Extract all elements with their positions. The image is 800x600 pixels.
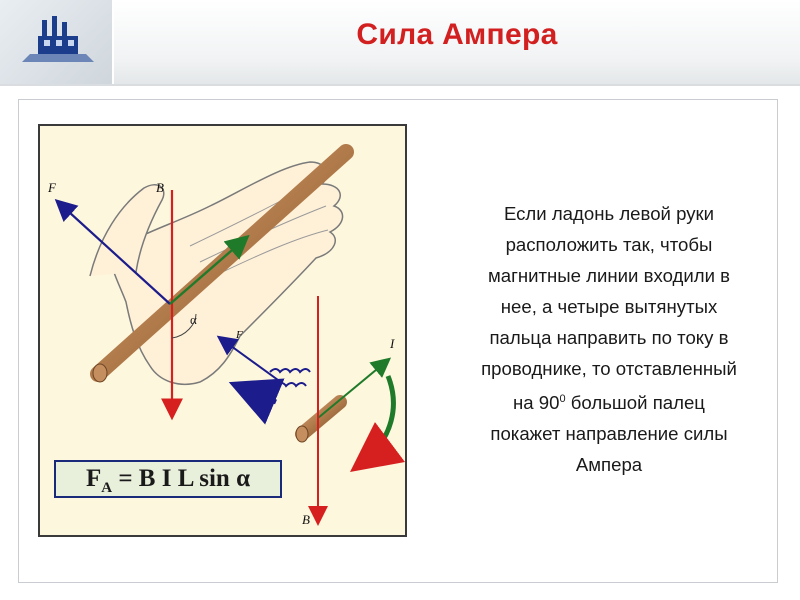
- desc-line: Если ладонь левой руки: [503, 203, 715, 224]
- desc-line: Ампера: [575, 454, 643, 476]
- desc-line: нее, а четыре вытянутых: [500, 296, 718, 317]
- desc-line: проводнике, то отставленный: [481, 358, 737, 379]
- alpha-label: α: [190, 312, 197, 327]
- desc-line7-a: на 90: [513, 392, 560, 414]
- factory-logo-icon: [0, 0, 112, 84]
- rotation-arrow: [364, 376, 393, 462]
- force-label-left: F: [48, 180, 56, 195]
- desc-line: пальца направить по току в: [489, 327, 729, 348]
- formula-rhs: = B I L sin α: [112, 465, 251, 492]
- desc-line7-sup: 0: [559, 393, 566, 405]
- small-rod: [302, 402, 340, 434]
- force-label-small: F: [236, 329, 243, 341]
- field-label-top: B: [156, 180, 164, 195]
- formula-lhs: F: [85, 465, 102, 492]
- field-label-bottom: B: [302, 512, 310, 527]
- desc-line: [446, 384, 772, 418]
- desc-line: магнитные линии входили в: [487, 265, 731, 286]
- logo-area: [0, 0, 112, 84]
- rod-end: [93, 364, 107, 382]
- formula-lhs-sub: A: [101, 480, 113, 496]
- small-rod-end: [296, 426, 308, 442]
- ampere-force-formula: [54, 460, 282, 498]
- page-title: Сила Ампера: [356, 18, 558, 51]
- push-arrow: [238, 386, 276, 402]
- desc-line: расположить так, чтобы: [505, 234, 713, 255]
- desc-line7-b: большой палец: [565, 392, 705, 414]
- small-current-vector: [318, 360, 388, 418]
- rule-description: [446, 198, 772, 480]
- header-divider: [0, 84, 800, 86]
- current-label: I: [390, 336, 395, 351]
- small-force-vector: [220, 338, 278, 380]
- desc-line: покажет направление силы: [490, 423, 728, 445]
